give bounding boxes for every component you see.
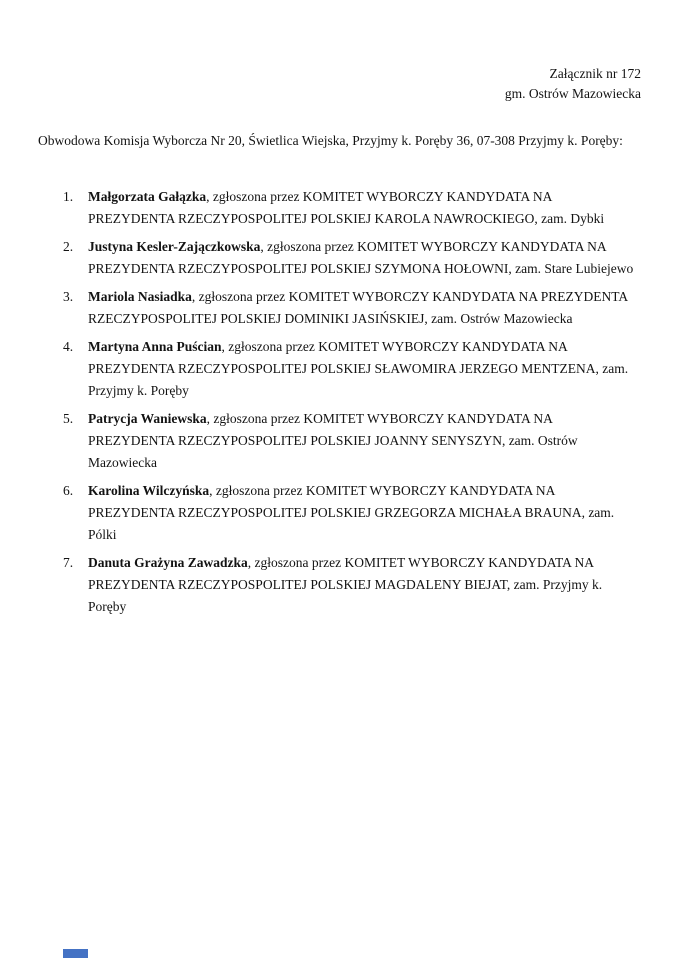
- member-number: 3.: [63, 289, 74, 304]
- member-details: , zgłoszona przez KOMITET WYBORCZY KANDYDATA NA PREZYDENTA RZECZYPOSPOLITEJ POLSKIEJ SŁAWOMIRA JERZEGO MENTZENA, zam. Przyjmy k. Poręby: [88, 339, 629, 398]
- member-name: Martyna Anna Puścian: [88, 339, 222, 354]
- member-text: [88, 555, 602, 614]
- member-name: Karolina Wilczyńska: [88, 483, 210, 498]
- member-number: 6.: [63, 483, 74, 498]
- member-list-item: [38, 408, 641, 474]
- member-details: , zgłoszona przez KOMITET WYBORCZY KANDYDATA NA PREZYDENTA RZECZYPOSPOLITEJ POLSKIEJ GRZEGORZA MICHAŁA BRAUNA, zam. Pólki: [88, 483, 615, 542]
- member-list: [38, 186, 641, 618]
- member-name: Danuta Grażyna Zawadzka: [88, 555, 248, 570]
- member-name: Mariola Nasiadka: [88, 289, 192, 304]
- member-number: 2.: [63, 239, 74, 254]
- member-details: , zgłoszona przez KOMITET WYBORCZY KANDYDATA NA PREZYDENTA RZECZYPOSPOLITEJ POLSKIEJ MAGDALENY BIEJAT, zam. Przyjmy k. Poręby: [88, 555, 603, 614]
- member-number: 1.: [63, 189, 74, 204]
- member-list-item: [38, 480, 641, 546]
- member-details: , zgłoszona przez KOMITET WYBORCZY KANDYDATA NA PREZYDENTA RZECZYPOSPOLITEJ POLSKIEJ KAROLA NAWROCKIEGO, zam. Dybki: [88, 189, 605, 226]
- member-list-item: [38, 236, 641, 280]
- member-text: [88, 483, 614, 542]
- member-number: 5.: [63, 411, 74, 426]
- member-text: [88, 289, 627, 326]
- member-list-item: [38, 552, 641, 618]
- member-details: , zgłoszona przez KOMITET WYBORCZY KANDYDATA NA PREZYDENTA RZECZYPOSPOLITEJ POLSKIEJ DOMINIKI JASIŃSKIEJ, zam. Ostrów Mazowiecka: [88, 289, 628, 326]
- member-details: , zgłoszona przez KOMITET WYBORCZY KANDYDATA NA PREZYDENTA RZECZYPOSPOLITEJ POLSKIEJ SZYMONA HOŁOWNI, zam. Stare Lubiejewo: [88, 239, 634, 276]
- member-list-item: [38, 286, 641, 330]
- municipality-label: gm. Ostrów Mazowiecka: [504, 86, 641, 101]
- attachment-number-label: Załącznik nr 172: [549, 66, 641, 81]
- commission-intro-line: Obwodowa Komisja Wyborcza Nr 20, Świetlica Wiejska, Przyjmy k. Poręby 36, 07-308 Przyjmy k. Poręby:: [38, 133, 623, 148]
- member-number: 7.: [63, 555, 74, 570]
- document-header: [38, 64, 641, 104]
- member-text: [88, 189, 604, 226]
- member-name: Patrycja Waniewska: [88, 411, 207, 426]
- member-text: [88, 411, 578, 470]
- blue-marker: [63, 949, 88, 958]
- member-list-item: [38, 186, 641, 230]
- member-details: , zgłoszona przez KOMITET WYBORCZY KANDYDATA NA PREZYDENTA RZECZYPOSPOLITEJ POLSKIEJ JOANNY SENYSZYN, zam. Ostrów Mazowiecka: [88, 411, 578, 470]
- member-text: [88, 339, 628, 398]
- member-name: Małgorzata Gałązka: [88, 189, 207, 204]
- member-list-item: [38, 336, 641, 402]
- member-number: 4.: [63, 339, 74, 354]
- member-name: Justyna Kesler-Zajączkowska: [88, 239, 261, 254]
- member-text: [88, 239, 633, 276]
